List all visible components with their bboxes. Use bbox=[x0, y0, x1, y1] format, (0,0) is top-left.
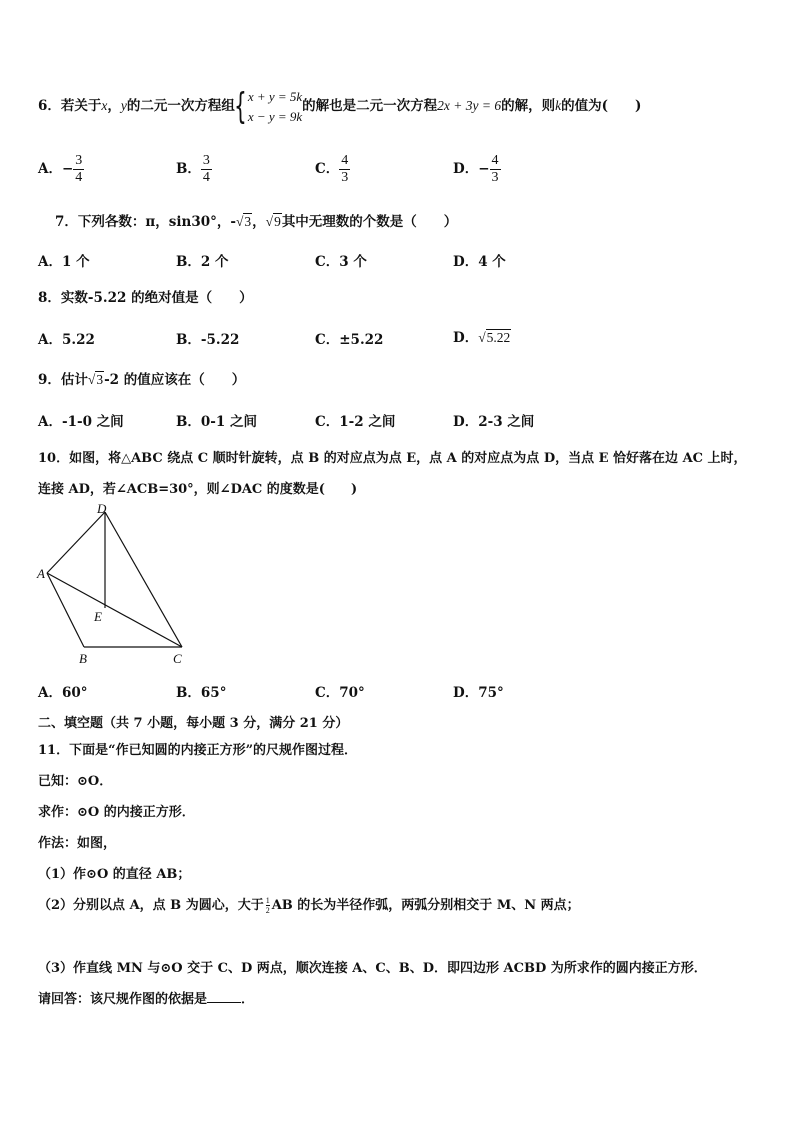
q11-half-fraction bbox=[266, 896, 270, 915]
q6-option-a-label: A． bbox=[38, 161, 62, 177]
q6-brace: { bbox=[234, 85, 247, 127]
q11-ask-text: 请回答：该尺规作图的依据是 bbox=[38, 992, 208, 1007]
q10-triangle-figure bbox=[30, 498, 200, 670]
q6-option-c[interactable] bbox=[315, 150, 350, 188]
q10-stem-line1: 10．如图，将△ABC 绕点 C 顺时针旋转，点 B 的对应点为点 E，点 A 的对应点为点 D，当点 E 恰好落在边 AC 上时， bbox=[38, 451, 747, 466]
q11-step2 bbox=[38, 893, 580, 919]
q7-stem bbox=[55, 212, 457, 232]
section-2-title: 二、填空题（共 7 小题，每小题 3 分，满分 21 分） bbox=[38, 716, 349, 731]
q7-mid: ， bbox=[252, 214, 266, 230]
q11-step2-suffix: AB 的长为半径作弧，两弧分别相交于 M、N 两点； bbox=[271, 898, 580, 913]
q11-ask-end: ． bbox=[241, 992, 255, 1007]
q10-option-a[interactable]: A．60° bbox=[38, 685, 88, 701]
q9-radicand: 3 bbox=[96, 372, 104, 387]
q8-option-b[interactable]: B．-5.22 bbox=[176, 332, 240, 348]
point-label-C: C bbox=[173, 651, 182, 666]
segment-AD bbox=[47, 512, 105, 573]
q6-option-b-fraction bbox=[201, 153, 212, 186]
q8-option-d[interactable] bbox=[453, 326, 511, 346]
q6-option-d-label: D． bbox=[453, 161, 479, 177]
q9-prefix: 9．估计 bbox=[38, 372, 88, 388]
q8-option-d-sqrt: √5.22 bbox=[478, 330, 511, 345]
q6-option-c-fraction bbox=[339, 153, 350, 186]
point-label-A: A bbox=[37, 566, 45, 581]
q7-radicand-2: 9 bbox=[274, 214, 281, 229]
q9-option-d[interactable]: D．2-3 之间 bbox=[453, 414, 535, 430]
q11-step3: （3）作直线 MN 与⊙O 交于 C、D 两点，顺次连接 A、C、B、D．即四边形 ACBD 为所求作的圆内接正方形． bbox=[38, 961, 707, 976]
segment-AC bbox=[47, 573, 182, 647]
segment-AB bbox=[47, 573, 84, 647]
q6-eq1: x + y = 5k bbox=[247, 88, 303, 104]
q6-var-y: y bbox=[120, 98, 127, 113]
point-label-D: D bbox=[97, 501, 107, 516]
q6-option-b-label: B． bbox=[176, 161, 201, 177]
segment-DC bbox=[105, 512, 182, 647]
q7-option-c[interactable]: C．3 个 bbox=[315, 254, 367, 270]
q7-radicand-1: 3 bbox=[244, 214, 252, 229]
fraction-denominator: 2 bbox=[265, 906, 270, 915]
fraction-denominator: 3 bbox=[491, 170, 499, 185]
q8-option-a[interactable]: A．5.22 bbox=[38, 332, 95, 348]
q9-suffix: -2 的值应该在（ ） bbox=[104, 372, 246, 388]
q6-option-a[interactable] bbox=[38, 150, 84, 188]
fraction-denominator: 3 bbox=[341, 170, 349, 185]
q9-option-a[interactable]: A．-1-0 之间 bbox=[38, 414, 124, 430]
q9-option-b[interactable]: B．0-1 之间 bbox=[176, 414, 257, 430]
q10-option-c[interactable]: C．70° bbox=[315, 685, 365, 701]
q7-prefix: 7．下列各数：π，sin30°，- bbox=[55, 214, 236, 230]
q6-option-a-fraction bbox=[73, 153, 84, 186]
q6-eq2: x − y = 9k bbox=[247, 108, 303, 124]
q6-option-a-sign: − bbox=[61, 161, 74, 177]
answer-blank[interactable] bbox=[207, 990, 241, 1003]
fraction-numerator: 4 bbox=[491, 153, 499, 168]
fraction-numerator: 1 bbox=[265, 896, 270, 905]
q10-stem-line2: 连接 AD，若∠ACB=30°，则∠DAC 的度数是( ) bbox=[38, 482, 358, 497]
q6-option-d-sign: − bbox=[478, 161, 490, 177]
q6-option-c-label: C． bbox=[315, 161, 340, 177]
q8-stem: 8．实数-5.22 的绝对值是（ ） bbox=[38, 290, 253, 306]
q6-equation-system bbox=[248, 87, 302, 127]
q6-suffix: 的值为( ) bbox=[561, 98, 642, 114]
q6-var-x: x bbox=[101, 98, 108, 113]
q9-stem bbox=[38, 368, 245, 388]
fraction-numerator: 4 bbox=[341, 153, 349, 168]
q6-var-k: k bbox=[555, 98, 562, 113]
fraction-denominator: 4 bbox=[202, 170, 210, 185]
q11-method: 作法：如图， bbox=[38, 836, 117, 851]
q8-option-d-label: D． bbox=[453, 330, 479, 346]
q6-option-d-fraction bbox=[490, 153, 501, 186]
q10-option-b[interactable]: B．65° bbox=[176, 685, 227, 701]
q7-sqrt-9: √9 bbox=[265, 214, 281, 229]
q11-ask bbox=[38, 988, 254, 1007]
q6-sep: ， bbox=[107, 98, 121, 114]
q10-option-d[interactable]: D．75° bbox=[453, 685, 504, 701]
q11-known: 已知：⊙O． bbox=[38, 774, 113, 789]
point-label-B: B bbox=[79, 651, 87, 666]
q6-stem bbox=[38, 86, 641, 126]
q11-step1: （1）作⊙O 的直径 AB； bbox=[38, 867, 191, 882]
q8-option-c[interactable]: C．±5.22 bbox=[315, 332, 384, 348]
q6-prefix: 6．若关于 bbox=[38, 98, 102, 114]
q8-option-d-radicand: 5.22 bbox=[486, 330, 511, 345]
q9-option-c[interactable]: C．1-2 之间 bbox=[315, 414, 396, 430]
q6-eq3: 2x + 3y = 6 bbox=[437, 98, 502, 113]
q7-suffix: 其中无理数的个数是（ ） bbox=[281, 214, 458, 230]
q7-option-a[interactable]: A．1 个 bbox=[38, 254, 90, 270]
q11-step2-prefix: （2）分别以点 A，点 B 为圆心，大于 bbox=[38, 898, 264, 913]
q11-require: 求作：⊙O 的内接正方形． bbox=[38, 805, 195, 820]
fraction-denominator: 4 bbox=[75, 170, 83, 185]
q7-sqrt-3: √3 bbox=[235, 214, 252, 229]
q6-mid2: 的解也是二元一次方程 bbox=[302, 98, 438, 114]
q9-sqrt: √3 bbox=[87, 372, 104, 387]
q6-mid: 的二元一次方程组 bbox=[126, 98, 235, 114]
q7-option-d[interactable]: D．4 个 bbox=[453, 254, 506, 270]
fraction-numerator: 3 bbox=[75, 153, 83, 168]
q6-option-b[interactable] bbox=[176, 150, 212, 188]
point-label-E: E bbox=[94, 609, 102, 624]
q6-option-d[interactable] bbox=[453, 150, 501, 188]
q11-stem: 11．下面是“作已知圆的内接正方形”的尺规作图过程． bbox=[38, 743, 358, 758]
q7-option-b[interactable]: B．2 个 bbox=[176, 254, 229, 270]
fraction-numerator: 3 bbox=[202, 153, 210, 168]
q6-mid3: 的解，则 bbox=[501, 98, 556, 114]
